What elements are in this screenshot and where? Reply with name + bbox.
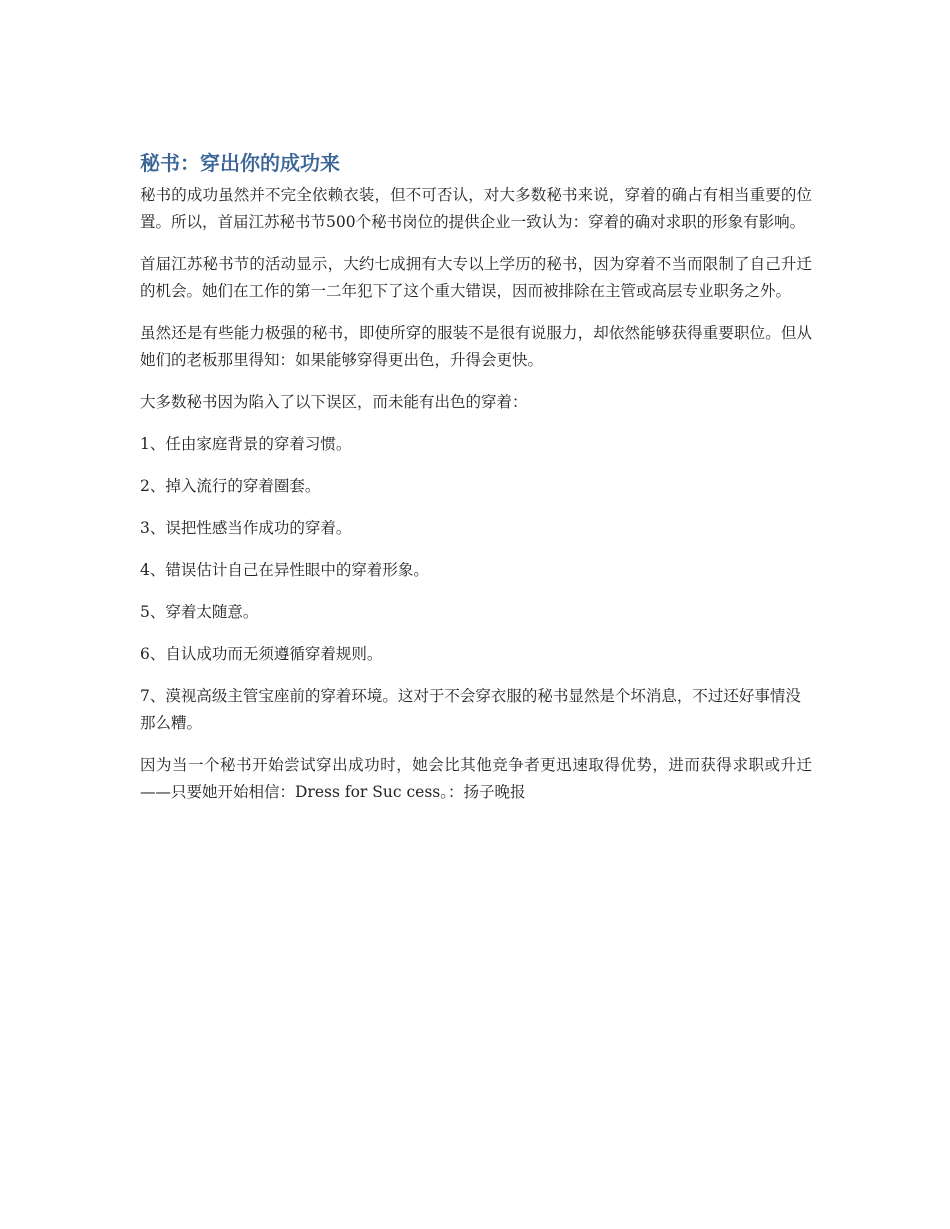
paragraph-4: 大多数秘书因为陷入了以下误区，而未能有出色的穿着： [140, 393, 528, 411]
list-item: 6、自认成功而无须遵循穿着规则。 [140, 645, 383, 663]
list-item: 7、漠视高级主管宝座前的穿着环境。这对于不会穿衣服的秘书显然是个坏消息，不过还好事情没那么糟。 [140, 687, 801, 732]
closing-paragraph: 因为当一个秘书开始尝试穿出成功时，她会比其他竞争者更迅速取得优势，进而获得求职或升迁——只要她开始相信：Dress for Suc cess。：扬子晚报 [140, 756, 812, 801]
document-page [140, 148, 812, 821]
list-item: 5、穿着太随意。 [140, 603, 259, 621]
list-item: 4、错误估计自己在异性眼中的穿着形象。 [140, 561, 429, 579]
paragraph-2: 首届江苏秘书节的活动显示，大约七成拥有大专以上学历的秘书，因为穿着不当而限制了自己升迁的机会。她们在工作的第一二年犯下了这个重大错误，因而被排除在主管或高层专业职务之外。 [140, 255, 812, 300]
paragraph-3: 虽然还是有些能力极强的秘书，即使所穿的服装不是很有说服力，却依然能够获得重要职位。但从她们的老板那里得知：如果能够穿得更出色，升得会更快。 [140, 324, 812, 369]
list-item: 3、误把性感当作成功的穿着。 [140, 519, 352, 537]
misconception-list [140, 431, 812, 737]
list-item: 1、任由家庭背景的穿着习惯。 [140, 435, 352, 453]
paragraph-1: 秘书的成功虽然并不完全依赖衣装，但不可否认，对大多数秘书来说，穿着的确占有相当重要的位置。所以，首届江苏秘书节500个秘书岗位的提供企业一致认为：穿着的确对求职的形象有影响。 [140, 186, 812, 231]
document-title: 秘书：穿出你的成功来 [140, 151, 340, 175]
list-item: 2、掉入流行的穿着圈套。 [140, 477, 321, 495]
